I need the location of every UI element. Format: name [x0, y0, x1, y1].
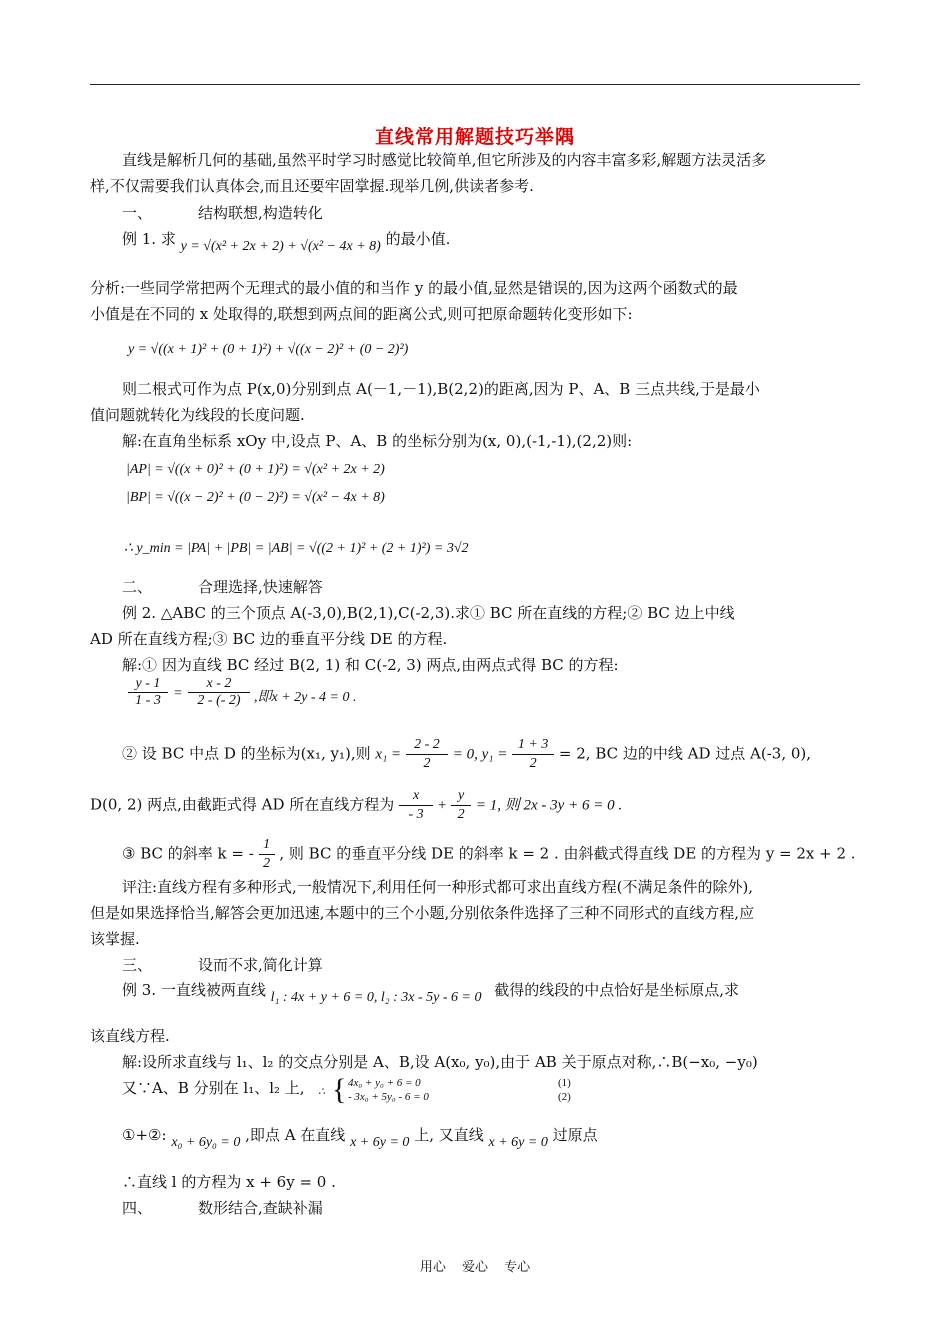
midpoint-x-fraction — [406, 736, 448, 773]
section-3-title: 设而不求,简化计算 — [198, 956, 323, 974]
section-2-number: 二、 — [122, 578, 153, 596]
system-eq-2: - 3x₀ + 5y₀ - 6 = 0 — [348, 1091, 429, 1103]
analysis-line-1: 分析:一些同学常把两个无理式的最小值的和当作 y 的最小值,显然是错误的,因为这两个函数式的最 — [90, 279, 738, 297]
fraction-b-numerator: x - 2 — [206, 676, 232, 691]
equals-sign-a: = — [174, 686, 182, 701]
slope-line — [122, 836, 897, 873]
section-1-title: 结构联想,构造转化 — [198, 204, 323, 222]
slope-fraction — [259, 836, 275, 873]
article-title: 直线常用解题技巧举隅 — [374, 126, 575, 148]
transformed-formula: y = √((x + 1)² + (0 + 1)²) + √((x − 2)² + (0 − 2)²) — [128, 342, 409, 357]
section-4-number: 四、 — [122, 1199, 153, 1217]
intercept-x-denominator: - 3 — [399, 805, 433, 824]
footer-text-1: 用心 — [419, 1260, 446, 1275]
intercept-pre: D(0, 2) 两点,由截距式得 AD 所在直线方程为 — [90, 795, 395, 814]
solution-3-line-2 — [122, 1078, 897, 1098]
intro-line-2: 样,不仅需要我们认真体会,而且还要牢固掌握.现举几例,供读者参考. — [90, 177, 534, 195]
system-tag-1: (1) — [558, 1077, 571, 1089]
section-3-heading — [122, 955, 897, 975]
solution-2-step-1: 解:① 因为直线 BC 经过 B(2, 1) 和 C(-2, 3) 两点,由两点式得 BC 的方程: — [122, 656, 619, 674]
section-2-title: 合理选择,快速解答 — [198, 578, 323, 596]
intercept-line: D(0, 2) 两点,由截距式得 AD 所在直线方程为 $\frac{x}{- 3}$ + $\frac{y}{2}$ = 1, 则 2x - 3y + 6 = 0 . — [90, 788, 623, 822]
example-1-prompt — [122, 229, 897, 254]
footer-text-2: 爱心 — [461, 1260, 488, 1275]
fraction-a-denominator: 1 - 3 — [128, 692, 168, 709]
footer-text-3: 专心 — [504, 1260, 531, 1275]
conclusion-line: ∴直线 l 的方程为 x + 6y = 0 . — [122, 1173, 336, 1191]
page-footer — [0, 1256, 950, 1275]
slope-post: , 则 BC 的垂直平分线 DE 的斜率 k = 2 . 由斜截式得直线 DE 的方程为 y = 2x + 2 . — [279, 844, 856, 863]
intercept-y-numerator: y — [458, 788, 465, 803]
midpoint-pre: ② 设 BC 中点 D 的坐标为(x₁, y₁),则 — [122, 744, 371, 763]
distance-bp: |BP| = √((x − 2)² + (0 − 2)²) = √(x² − 4x + 8) — [126, 490, 385, 505]
example-1-formula: y = √(x² + 2x + 2) + √(x² − 4x + 8) — [180, 239, 381, 254]
section-1-heading — [122, 203, 897, 223]
system-tag-2: (2) — [558, 1091, 571, 1103]
intro-line-1: 直线是解析几何的基础,虽然平时学习时感觉比较简单,但它所涉及的内容丰富多彩,解题方法灵活多 — [122, 151, 767, 169]
note-line-1: 则二根式可作为点 P(x,0)分别到点 A(－1,－1),B(2,2)的距离,因为 P、A、B 三点共线,于是最小 — [122, 380, 760, 398]
intercept-y-denominator: 2 — [451, 805, 471, 824]
midpoint-y-denominator: 2 — [512, 754, 554, 773]
intercept-x-numerator: x — [412, 788, 420, 803]
sum-post: 过原点 — [552, 1126, 598, 1144]
sum-mid: ,即点 A 在直线 — [245, 1126, 346, 1144]
system-eq-1: 4x₀ + y₀ + 6 = 0 — [348, 1077, 421, 1089]
system-therefore: ∴ — [318, 1086, 325, 1098]
sum-mid-2: 上, 又直线 — [414, 1126, 484, 1144]
note-line-2: 值问题就转化为线段的长度问题. — [90, 406, 305, 424]
example-1-post: 的最小值. — [385, 230, 451, 248]
fraction-b-denominator: 2 - (- 2) — [188, 692, 250, 709]
midpoint-y-numerator: 1 + 3 — [517, 737, 549, 752]
system-brace: { — [332, 1073, 347, 1106]
midpoint-x-denominator: 2 — [406, 754, 448, 773]
solution-3-line-1: 解:设所求直线与 l₁、l₂ 的交点分别是 A、B,设 A(x₀, y₀),由于 AB 关于原点对称,∴B(−x₀, −y₀) — [122, 1053, 758, 1071]
distance-ap: |AP| = √((x + 0)² + (0 + 1)²) = √(x² + 2x + 2) — [126, 462, 385, 477]
comment-line-2: 但是如果选择恰当,解答会更加迅速,本题中的三个小题,分别依条件选择了三种不同形式的直线方程,应 — [90, 904, 755, 922]
section-3-number: 三、 — [122, 956, 153, 974]
line-bc-equation: ,即x + 2y - 4 = 0 . — [254, 690, 357, 705]
sum-line-equation: x + 6y = 0 — [350, 1135, 410, 1150]
slope-numerator: 1 — [263, 837, 271, 852]
midpoint-y-fraction — [512, 736, 554, 773]
intercept-x-fraction — [399, 787, 433, 824]
analysis-line-2: 小值是在不同的 x 处取得的,联想到两点间的距离公式,则可把原命题转化变形如下: — [90, 305, 633, 323]
example-3-line-2: 该直线方程. — [90, 1027, 170, 1045]
intercept-y-fraction — [451, 787, 471, 824]
sum-line — [122, 1125, 897, 1150]
minimum-result: ∴ y_min = |PA| + |PB| = |AB| = √((2 + 1)² + (2 + 1)²) = 3√2 — [124, 541, 469, 556]
intercept-post: = 1, 则 2x - 3y + 6 = 0 . — [475, 797, 623, 814]
example-3-pre: 例 3. 一直线被两直线 — [122, 981, 266, 999]
section-2-heading — [122, 577, 897, 597]
midpoint-post: = 2, BC 边的中线 AD 过点 A(-3, 0), — [558, 744, 812, 763]
example-3-line-1 — [122, 980, 897, 1005]
fraction-a — [128, 676, 168, 709]
midpoint-x-label: x₁ = — [375, 746, 402, 763]
comment-line-3: 该掌握. — [90, 930, 140, 948]
sum-pre: ①+②: — [122, 1126, 167, 1144]
comment-line-1: 评注:直线方程有多种形式,一般情况下,利用任何一种形式都可求出直线方程(不满足条件的除外), — [122, 878, 754, 896]
solution-3-pre: 又∵A、B 分别在 l₁、l₂ 上, — [122, 1079, 305, 1097]
solution-1-intro: 解:在直角坐标系 xOy 中,设点 P、A、B 的坐标分别为(x, 0),(-1,-1),(2,2)则: — [122, 432, 633, 450]
fraction-b — [188, 676, 250, 709]
section-1-number: 一、 — [122, 204, 153, 222]
section-4-heading — [122, 1198, 897, 1218]
sum-line-equation-2: x + 6y = 0 — [488, 1135, 548, 1150]
midpoint-line — [122, 736, 897, 773]
example-2-line-1: 例 2. △ABC 的三个顶点 A(-3,0),B(2,1),C(-2,3).求① BC 所在直线的方程;② BC 边上中线 — [122, 604, 735, 622]
example-2-line-2: AD 所在直线方程;③ BC 边的垂直平分线 DE 的方程. — [90, 630, 448, 648]
section-4-title: 数形结合,查缺补漏 — [198, 1199, 323, 1217]
slope-denominator: 2 — [259, 854, 275, 873]
midpoint-x-numerator: 2 - 2 — [414, 737, 440, 752]
fraction-a-numerator: y - 1 — [135, 676, 161, 691]
slope-pre: ③ BC 的斜率 k = - — [122, 844, 254, 863]
example-1-pre: 例 1. 求 — [122, 230, 176, 248]
example-3-post: 截得的线段的中点恰好是坐标原点,求 — [494, 981, 740, 999]
sum-equation: x₀ + 6y₀ = 0 — [171, 1135, 241, 1150]
example-3-lines: l₁ : 4x + y + 6 = 0, l₂ : 3x - 5y - 6 = 0 — [270, 990, 482, 1005]
header-rule — [90, 84, 860, 85]
midpoint-mid: = 0, y₁ = — [452, 746, 508, 763]
